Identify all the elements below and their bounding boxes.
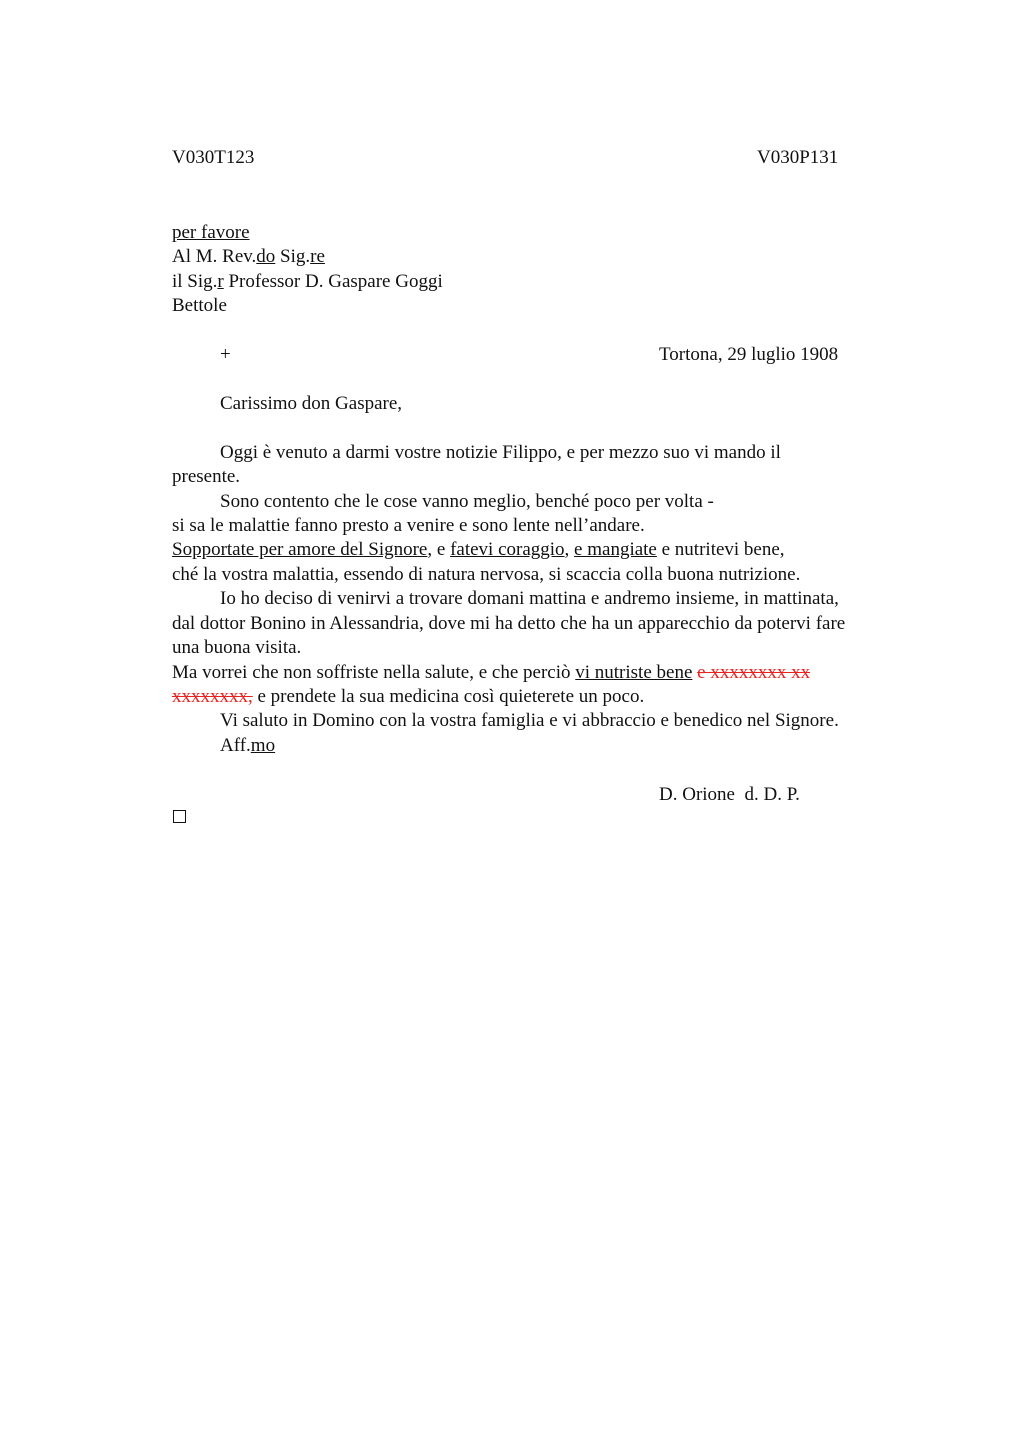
body-text: Ma vorrei che non soffriste nella salute, e che perciò — [172, 662, 576, 683]
body-line: Oggi è venuto a darmi vostre notizie Filippo, e per mezzo suo vi mando il — [220, 442, 781, 463]
address-superscript-abbrev: re — [310, 246, 325, 267]
closing — [220, 734, 275, 758]
body-line — [172, 661, 810, 685]
body-line: Io ho deciso di venirvi a trovare domani mattina e andremo insieme, in mattinata, — [220, 588, 839, 609]
address-per-favore: per favore — [172, 222, 250, 243]
archive-code-right: V030P131 — [757, 147, 839, 168]
underlined-phrase: Sopportate per amore del Signore — [172, 539, 428, 560]
underlined-phrase: e mangiate — [574, 539, 657, 560]
body-text: , — [564, 539, 575, 560]
body-line — [172, 538, 785, 562]
address-text: il Sig. — [172, 271, 218, 292]
address-superscript-abbrev: do — [256, 246, 276, 267]
body-line: una buona visita. — [172, 637, 302, 658]
body-text: , e — [427, 539, 451, 560]
struck-through-text: e xxxxxxxx xx — [697, 662, 811, 683]
archive-code-left: V030T123 — [172, 147, 255, 168]
address-line-recipient-name — [172, 270, 443, 294]
address-line-recipient-title — [172, 245, 325, 269]
signature: D. Orione d. D. P. — [659, 784, 800, 805]
body-line: si sa le malattie fanno presto a venire e sono lente nell’andare. — [172, 515, 645, 536]
address-superscript-abbrev: r — [217, 271, 224, 292]
body-line: dal dottor Bonino in Alessandria, dove mi ha detto che ha un apparecchio da potervi fare — [172, 613, 846, 634]
body-line: Sono contento che le cose vanno meglio, benché poco per volta - — [220, 491, 714, 512]
underlined-phrase: fatevi coraggio — [450, 539, 565, 560]
body-text: e nutritevi bene, — [656, 539, 785, 560]
body-line: Vi saluto in Domino con la vostra famiglia e vi abbraccio e benedico nel Signore. — [220, 710, 839, 731]
address-text: Professor D. Gaspare Goggi — [223, 271, 443, 292]
closing-superscript-abbrev: mo — [250, 735, 276, 756]
body-line — [172, 685, 644, 709]
cross-symbol: + — [220, 344, 231, 365]
closing-text: Aff. — [220, 735, 251, 756]
empty-square-icon — [173, 810, 186, 823]
struck-through-text: xxxxxxxx, — [172, 686, 253, 707]
address-text: Sig. — [275, 246, 311, 267]
body-line: presente. — [172, 466, 241, 487]
place-date: Tortona, 29 luglio 1908 — [659, 344, 839, 365]
salutation: Carissimo don Gaspare, — [220, 393, 403, 414]
address-text: Al M. Rev. — [172, 246, 257, 267]
underlined-phrase: vi nutriste bene — [575, 662, 693, 683]
address-line-place: Bettole — [172, 295, 227, 316]
body-line: ché la vostra malattia, essendo di natura nervosa, si scaccia colla buona nutrizione. — [172, 564, 801, 585]
body-text: e prendete la sua medicina così quieterete un poco. — [252, 686, 645, 707]
